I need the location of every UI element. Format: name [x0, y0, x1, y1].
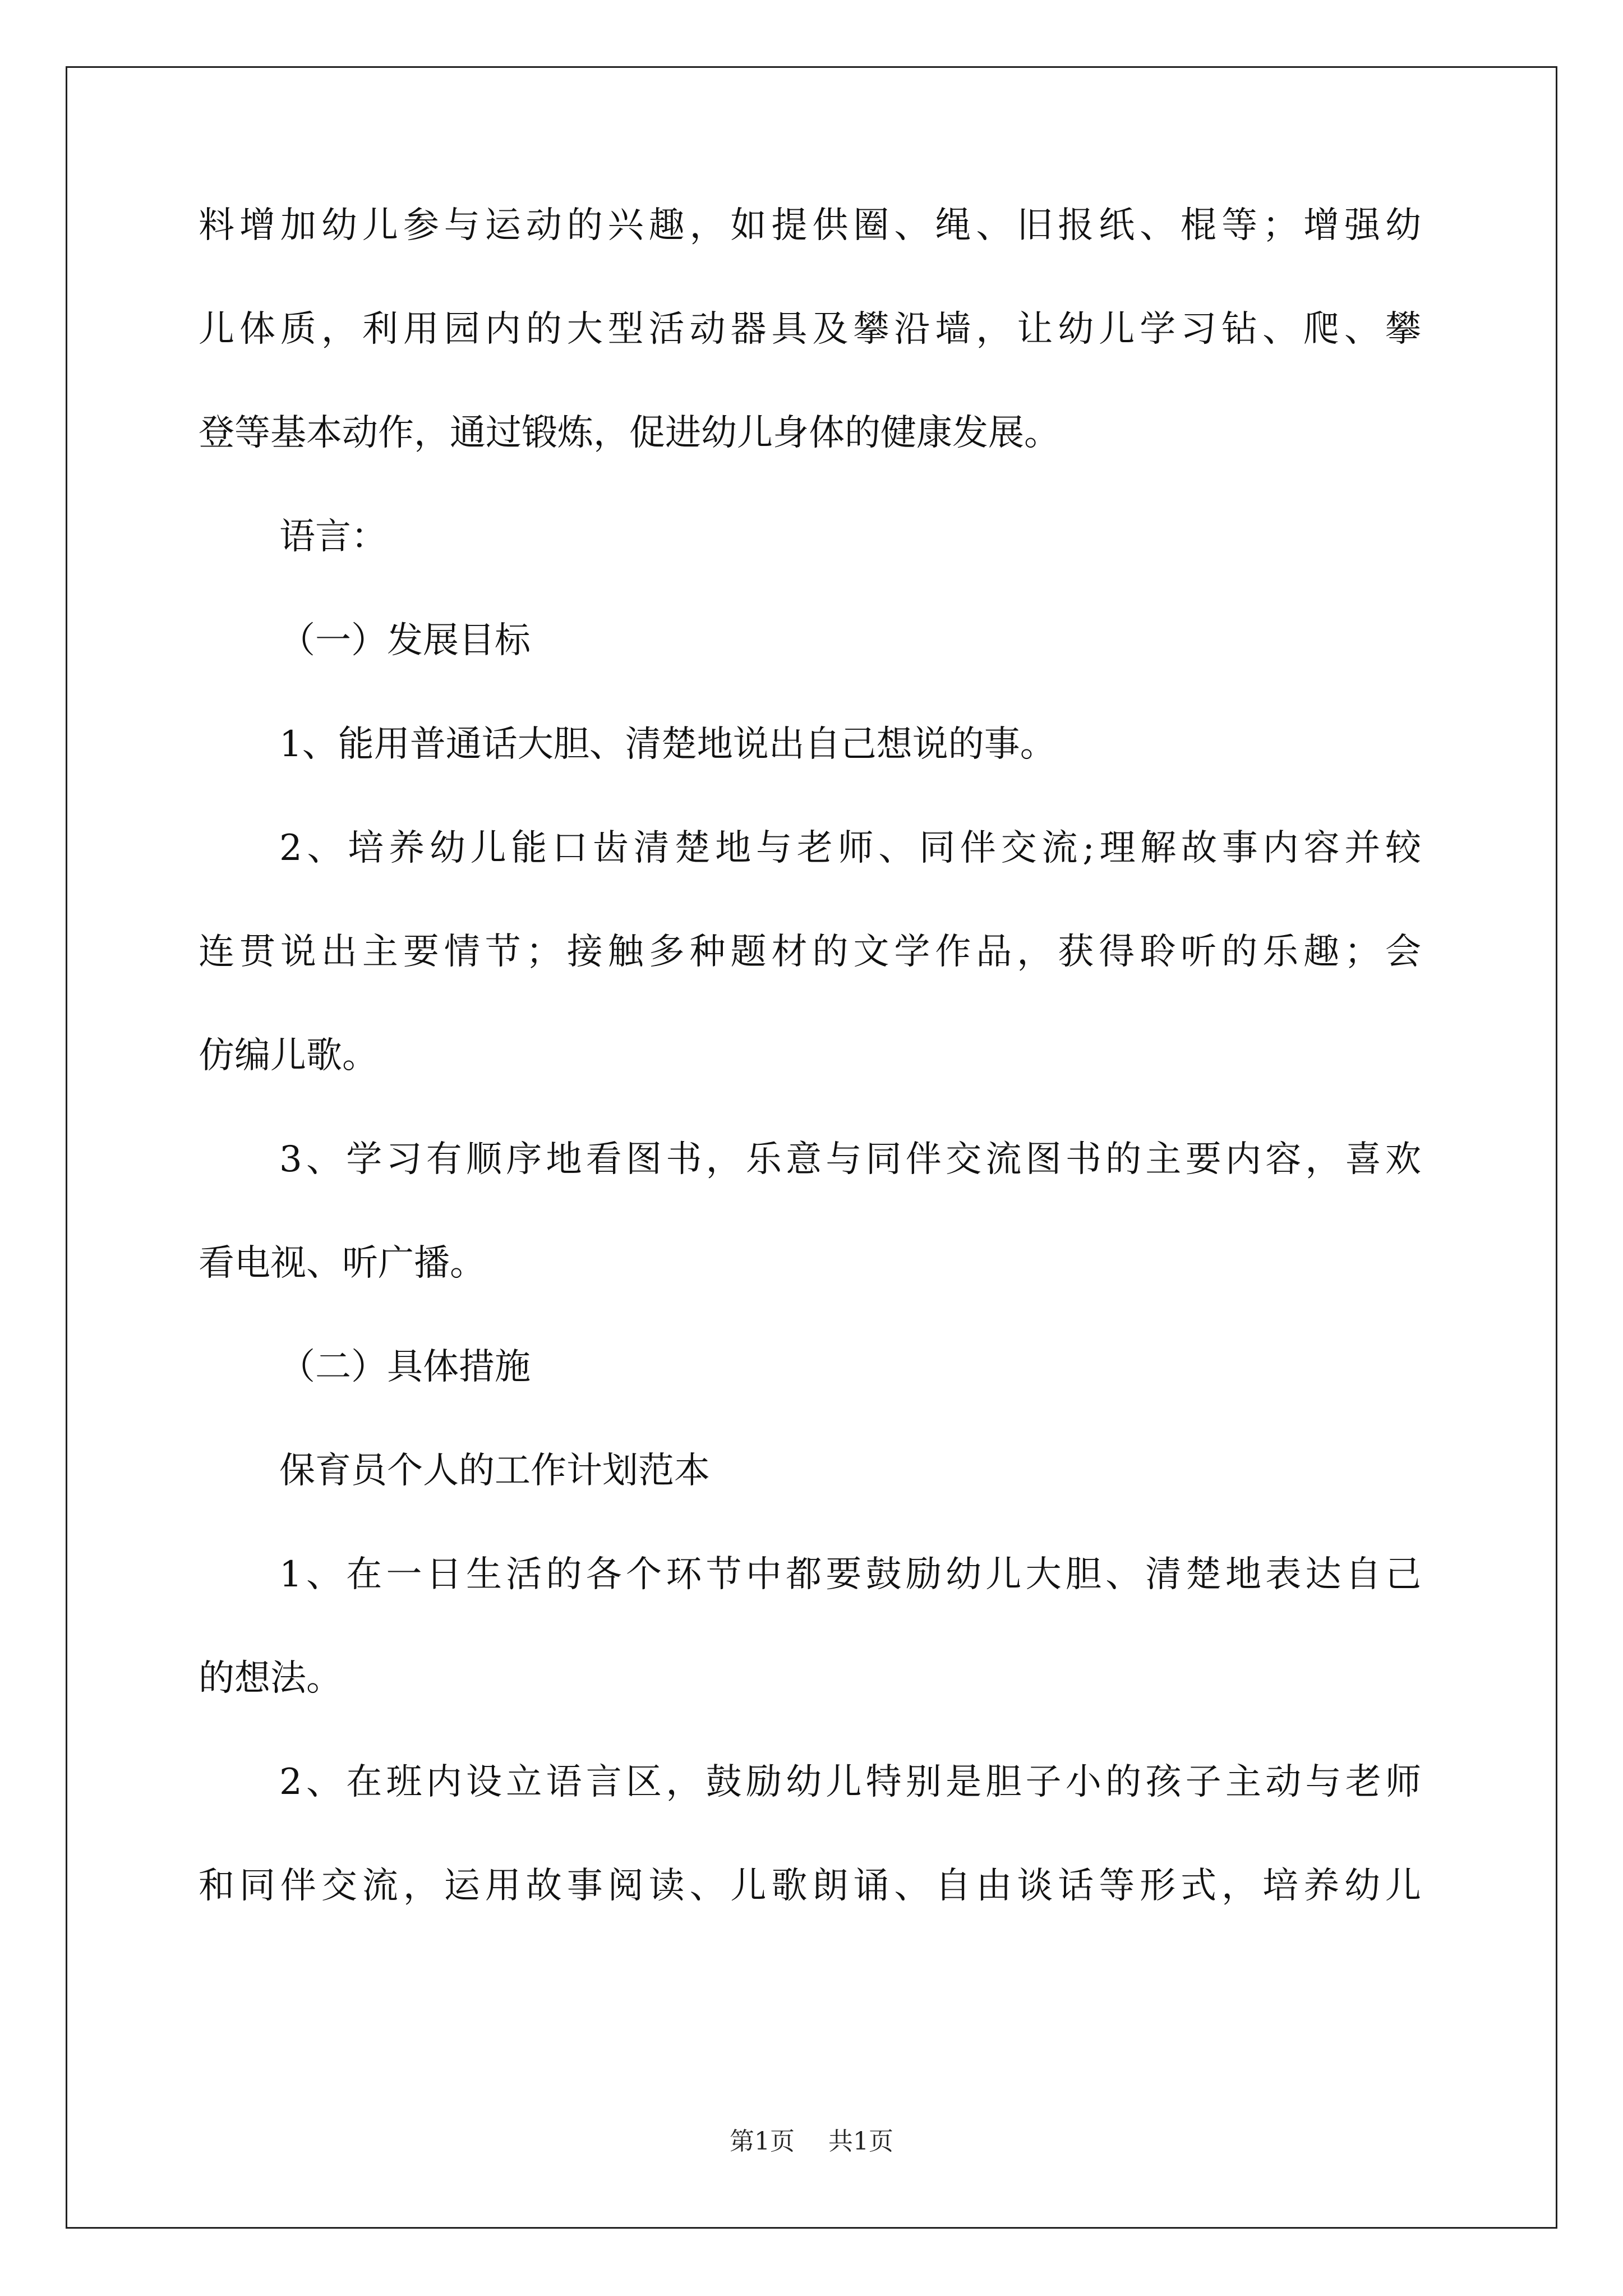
paragraph-line: 仿编儿歌。: [199, 1035, 378, 1076]
paragraph-line: 连贯说出主要情节；接触多种题材的文学作品，获得聆听的乐趣；会: [199, 931, 1421, 973]
paragraph-line: 保育员个人的工作计划范本: [279, 1450, 710, 1492]
paragraph-line: 2、在班内设立语言区，鼓励幼儿特别是胆子小的孩子主动与老师: [279, 1761, 1421, 1803]
page-number: 第1页: [730, 2127, 795, 2156]
page-footer: [0, 2125, 1623, 2159]
paragraph-line: 登等基本动作，通过锻炼，促进幼儿身体的健康发展。: [199, 412, 1060, 454]
paragraph-line: 和同伴交流，运用故事阅读、儿歌朗诵、自由谈话等形式，培养幼儿: [199, 1865, 1421, 1907]
paragraph-line: 儿体质，利用园内的大型活动器具及攀沿墙，让幼儿学习钻、爬、攀: [199, 309, 1421, 350]
subsection-heading: （一）发展目标: [279, 620, 531, 661]
paragraph-line: 料增加幼儿参与运动的兴趣，如提供圈、绳、旧报纸、棍等；增强幼: [199, 205, 1421, 246]
subsection-heading: （二）具体措施: [279, 1346, 531, 1388]
paragraph-line: 2、培养幼儿能口齿清楚地与老师、同伴交流;理解故事内容并较: [279, 827, 1421, 869]
section-heading: 语言：: [279, 516, 387, 558]
paragraph-line: 的想法。: [199, 1658, 342, 1699]
paragraph-line: 1、能用普通话大胆、清楚地说出自己想说的事。: [279, 724, 1056, 765]
page-total: 共1页: [828, 2127, 893, 2156]
paragraph-line: 3、学习有顺序地看图书，乐意与同伴交流图书的主要内容，喜欢: [279, 1139, 1421, 1180]
paragraph-line: 看电视、听广播。: [199, 1243, 486, 1284]
paragraph-line: 1、在一日生活的各个环节中都要鼓励幼儿大胆、清楚地表达自己: [279, 1554, 1421, 1595]
